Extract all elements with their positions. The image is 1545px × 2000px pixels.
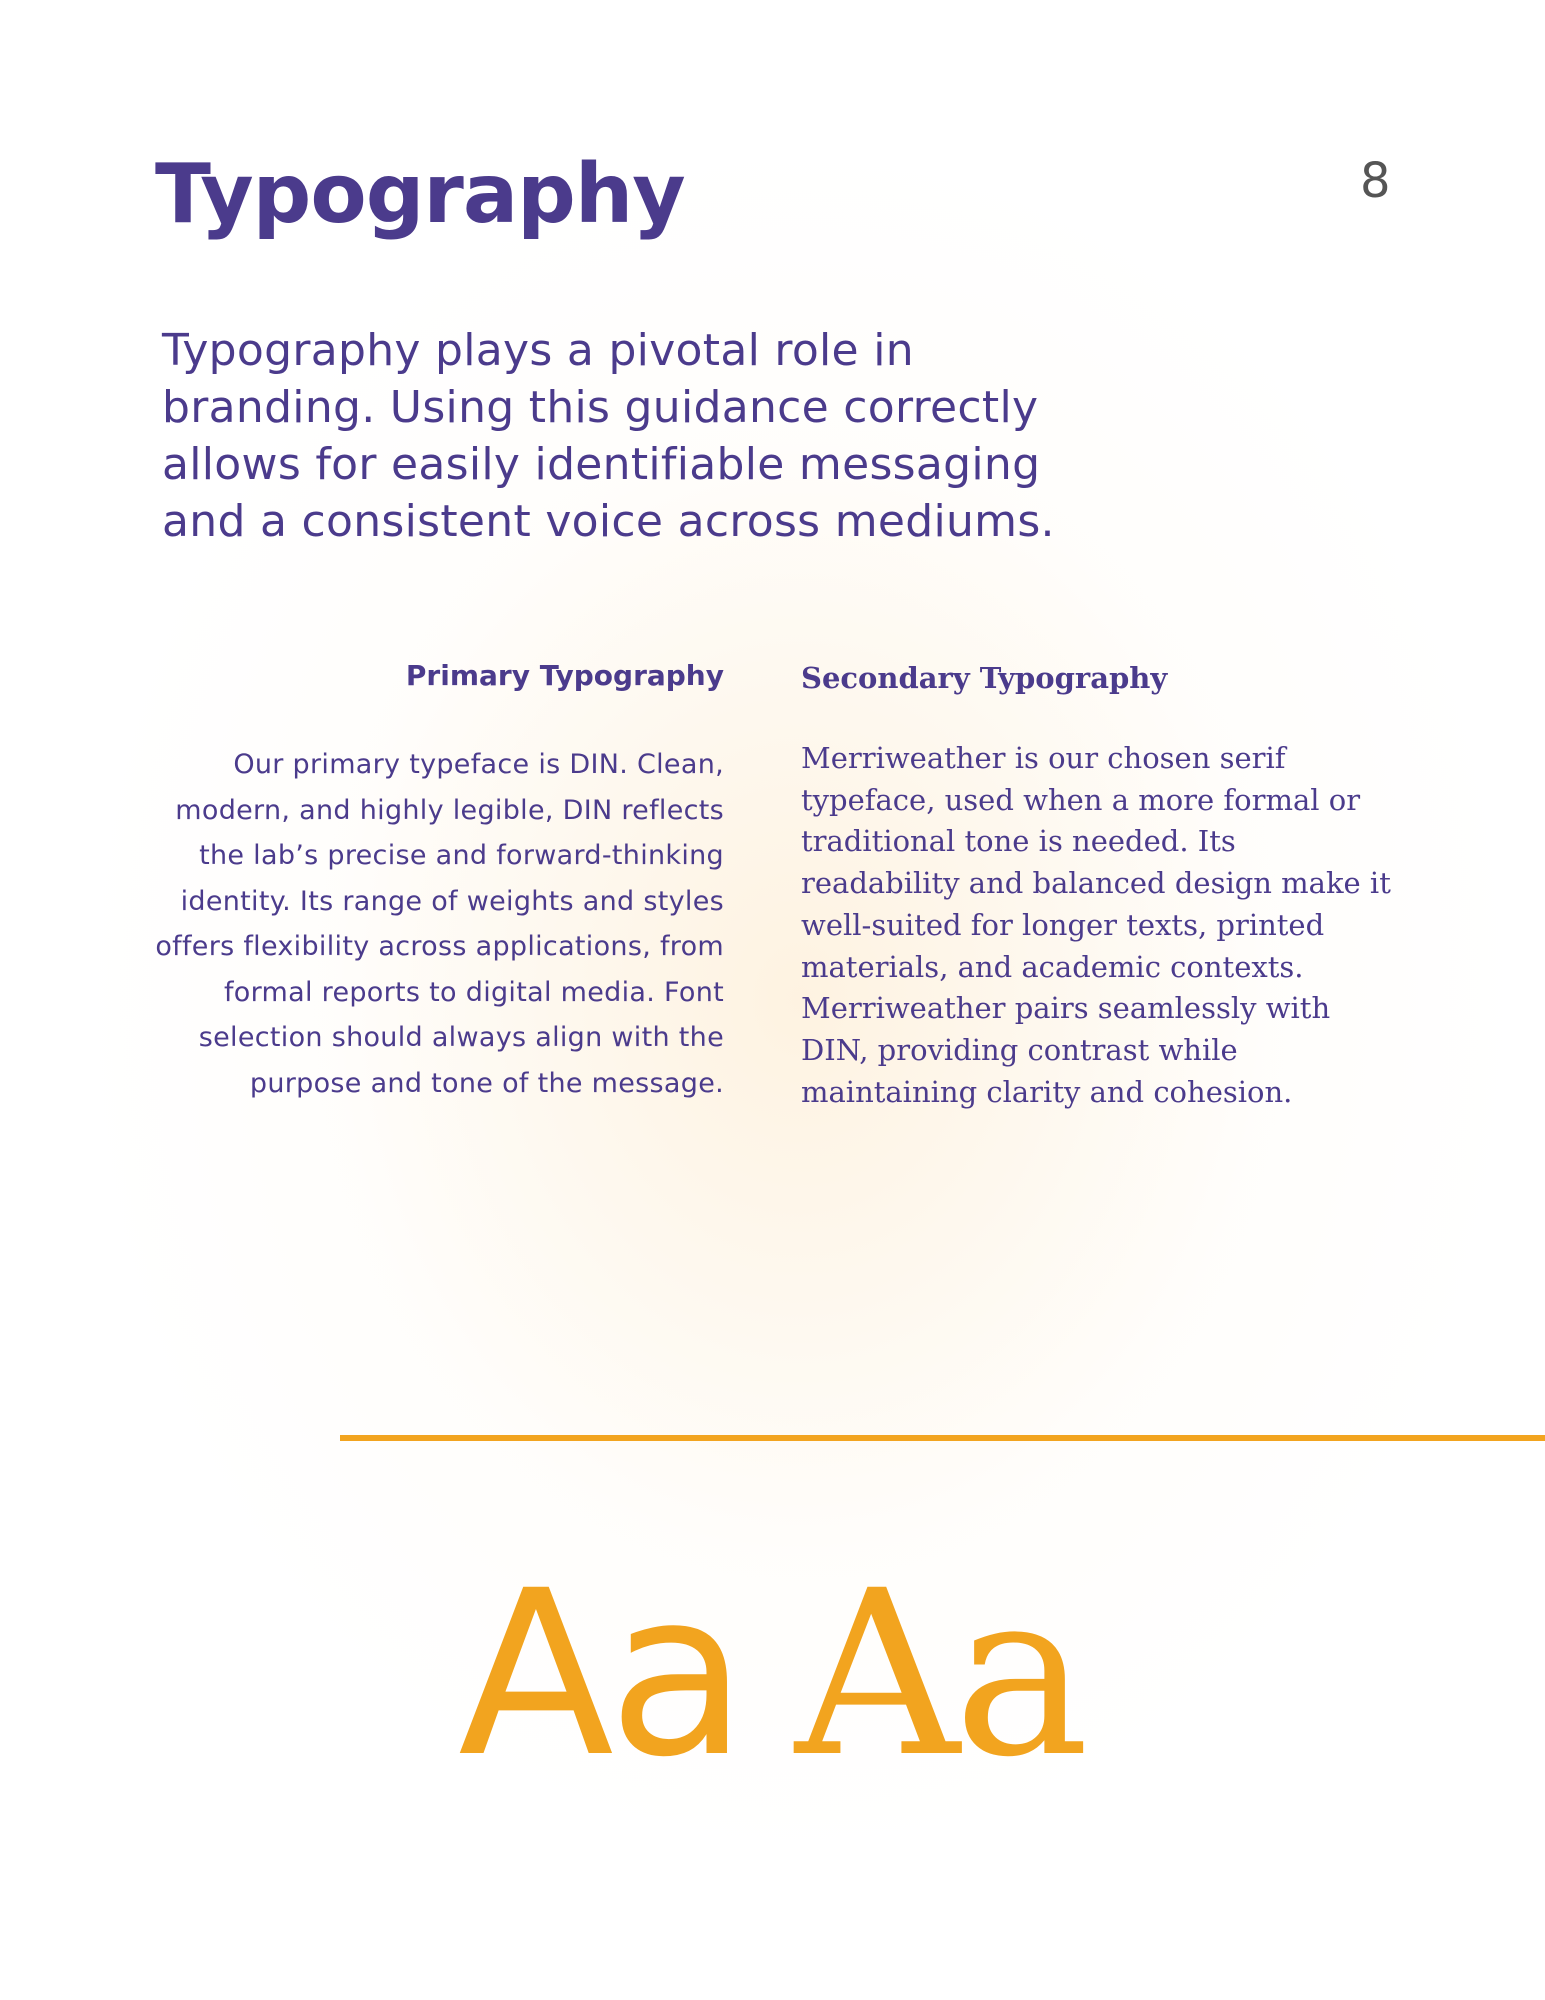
- accent-divider: [340, 1435, 1545, 1441]
- sans-serif-sample: Aa: [458, 1541, 742, 1807]
- page-number: 8: [1360, 153, 1391, 209]
- secondary-typography-body: Merriweather is our chosen serif typeface, used when a more formal or traditional tone is needed. Its readability and balanced design make it well-suited for longer texts, printed materials, and academic contexts. Merriweather pairs seamlessly with DIN, providing contrast while maintaining clarity and cohesion.: [801, 741, 1391, 1109]
- serif-sample: Aa: [795, 1541, 1084, 1807]
- primary-typography-body: Our primary typeface is DIN. Clean, modern, and highly legible, DIN reflects the lab’s precise and forward-thinking identity. Its range of weights and styles offers flexibility across applications, from formal reports to digital media. Font selection should always align with the purpose and tone of the message.: [155, 749, 724, 1099]
- secondary-typography-heading: Secondary Typography: [801, 661, 1168, 695]
- secondary-typography-section: [801, 656, 1391, 1113]
- primary-typography-section: [150, 654, 724, 1106]
- page-title: Typography: [155, 147, 685, 242]
- intro-paragraph: Typography plays a pivotal role in branding. Using this guidance correctly allows for easily identifiable messaging and a consistent voice across mediums.: [162, 325, 1055, 547]
- primary-typography-heading: Primary Typography: [405, 659, 724, 692]
